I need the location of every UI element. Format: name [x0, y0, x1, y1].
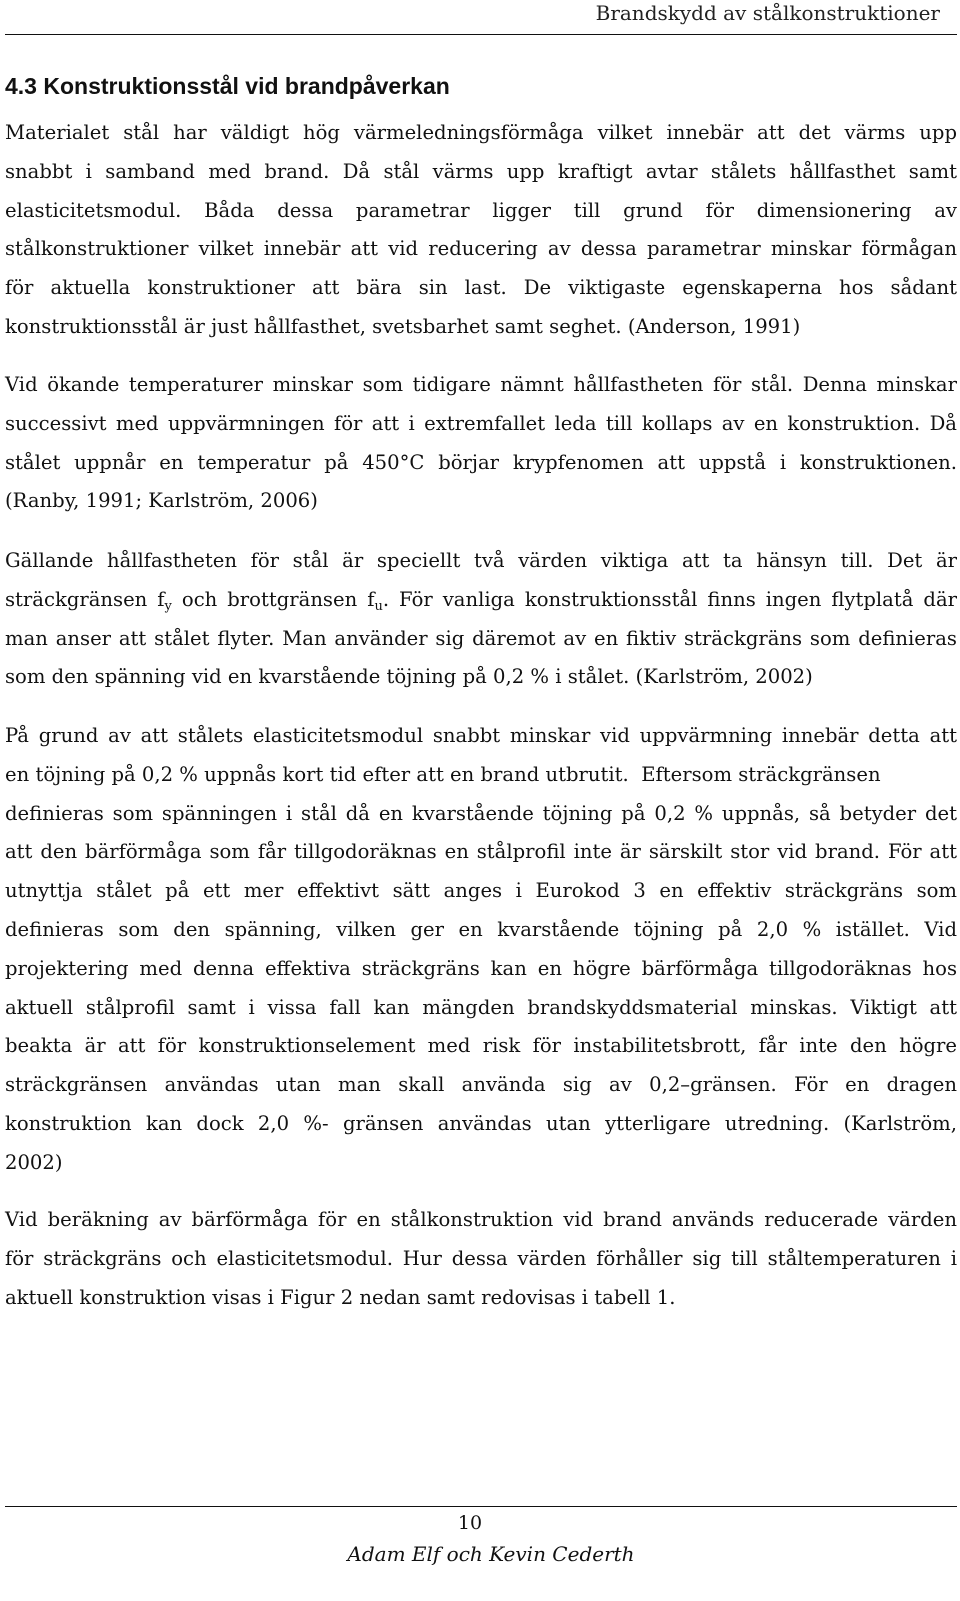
- text-line: definieras som den spänning, vilken ger en kvarstående töjning på 2,0 % istället. Vid: [5, 917, 957, 941]
- text-fragment: sträckgränsen f: [5, 587, 165, 611]
- text-line: beakta är att för konstruktionselement med risk för instabilitetsbrott, får inte den högre: [5, 1034, 957, 1058]
- paragraph-3: [5, 542, 957, 697]
- text-line: snabbt i samband med brand. Då stål värms upp kraftigt avtar stålets hållfasthet samt: [5, 159, 957, 183]
- text-line: Vid ökande temperaturer minskar som tidigare nämnt hållfastheten för stål. Denna minskar: [5, 373, 957, 396]
- text-line: man anser att stålet flyter. Man använder sig däremot av en fiktiv sträckgräns som definieras: [5, 626, 957, 650]
- paragraph-2: [5, 366, 957, 521]
- paragraph-4: [5, 717, 957, 1183]
- text-line: utnyttja stålet på ett mer effektivt sätt anges i Eurokod 3 en effektiv sträckgräns som: [5, 879, 957, 903]
- paragraph-5: [5, 1201, 957, 1317]
- subscript-u: u: [374, 598, 383, 614]
- header-rule: [5, 34, 957, 35]
- text-line: som den spänning vid en kvarstående töjning på 0,2 % i stålet. (Karlström, 2002): [5, 665, 813, 689]
- text-line: Gällande hållfastheten för stål är speciellt två värden viktiga att ta hänsyn till. Det är: [5, 549, 957, 572]
- text-line: projektering med denna effektiva sträckgräns kan en högre bärförmåga tillgodoräknas hos: [5, 956, 957, 980]
- section-heading: 4.3 Konstruktionsstål vid brandpåverkan: [5, 73, 450, 99]
- text-line: elasticitetsmodul. Båda dessa parametrar ligger till grund för dimensionering av: [5, 198, 957, 222]
- text-line: sträckgränsen användas utan man skall använda sig av 0,2–gränsen. För en dragen: [5, 1073, 957, 1097]
- text-fragment: och brottgränsen f: [171, 587, 375, 611]
- text-line: för sträckgräns och elasticitetsmodul. Hur dessa värden förhåller sig till ståltemperaturen i: [5, 1246, 957, 1270]
- text-line: Vid beräkning av bärförmåga för en stålkonstruktion vid brand används reducerade värden: [5, 1208, 957, 1231]
- page-number: 10: [457, 1512, 483, 1534]
- paragraph-1: [5, 114, 957, 347]
- subscript-y: y: [164, 598, 172, 614]
- text-line: stålkonstruktioner vilket innebär att vid reducering av dessa parametrar minskar förmågan: [5, 237, 957, 261]
- text-line: 2002): [5, 1150, 63, 1174]
- text-fragment: . För vanliga konstruktionsstål finns ingen flytplatå där: [382, 587, 957, 611]
- text-line: en töjning på 0,2 % uppnås kort tid efter att en brand utbrutit. Eftersom sträckgränsen: [5, 762, 881, 786]
- text-line: aktuell stålprofil samt i vissa fall kan mängden brandskyddsmaterial minskas. Viktigt att: [5, 995, 957, 1019]
- text-line: definieras som spänningen i stål då en kvarstående töjning på 0,2 % uppnås, så betyder det: [5, 801, 957, 825]
- text-line: att den bärförmåga som får tillgodoräknas en stålprofil inte är särskilt stor vid brand. För att: [5, 840, 957, 864]
- text-line: konstruktion kan dock 2,0 %- gränsen användas utan ytterligare utredning. (Karlström,: [5, 1111, 957, 1135]
- running-header: Brandskydd av stålkonstruktioner: [595, 1, 940, 25]
- text-line: aktuell konstruktion visas i Figur 2 nedan samt redovisas i tabell 1.: [5, 1285, 676, 1309]
- text-line: för aktuella konstruktioner att bära sin last. De viktigaste egenskaperna hos sådant: [5, 276, 957, 300]
- text-line: På grund av att stålets elasticitetsmodul snabbt minskar vid uppvärmning innebär detta att: [5, 724, 957, 747]
- text-line: (Ranby, 1991; Karlström, 2006): [5, 489, 318, 513]
- text-line: successivt med uppvärmningen för att i extremfallet leda till kollaps av en konstruktion. Då: [5, 411, 957, 435]
- text-line: konstruktionsstål är just hållfasthet, svetsbarhet samt seghet. (Anderson, 1991): [5, 314, 801, 338]
- footer-rule: [5, 1506, 957, 1507]
- text-line: Materialet stål har väldigt hög värmeledningsförmåga vilket innebär att det värms upp: [5, 121, 957, 144]
- footer-authors: Adam Elf och Kevin Cederth: [347, 1542, 635, 1566]
- text-line: [5, 581, 957, 620]
- text-line: stålet uppnår en temperatur på 450°C börjar krypfenomen att uppstå i konstruktionen.: [5, 450, 957, 474]
